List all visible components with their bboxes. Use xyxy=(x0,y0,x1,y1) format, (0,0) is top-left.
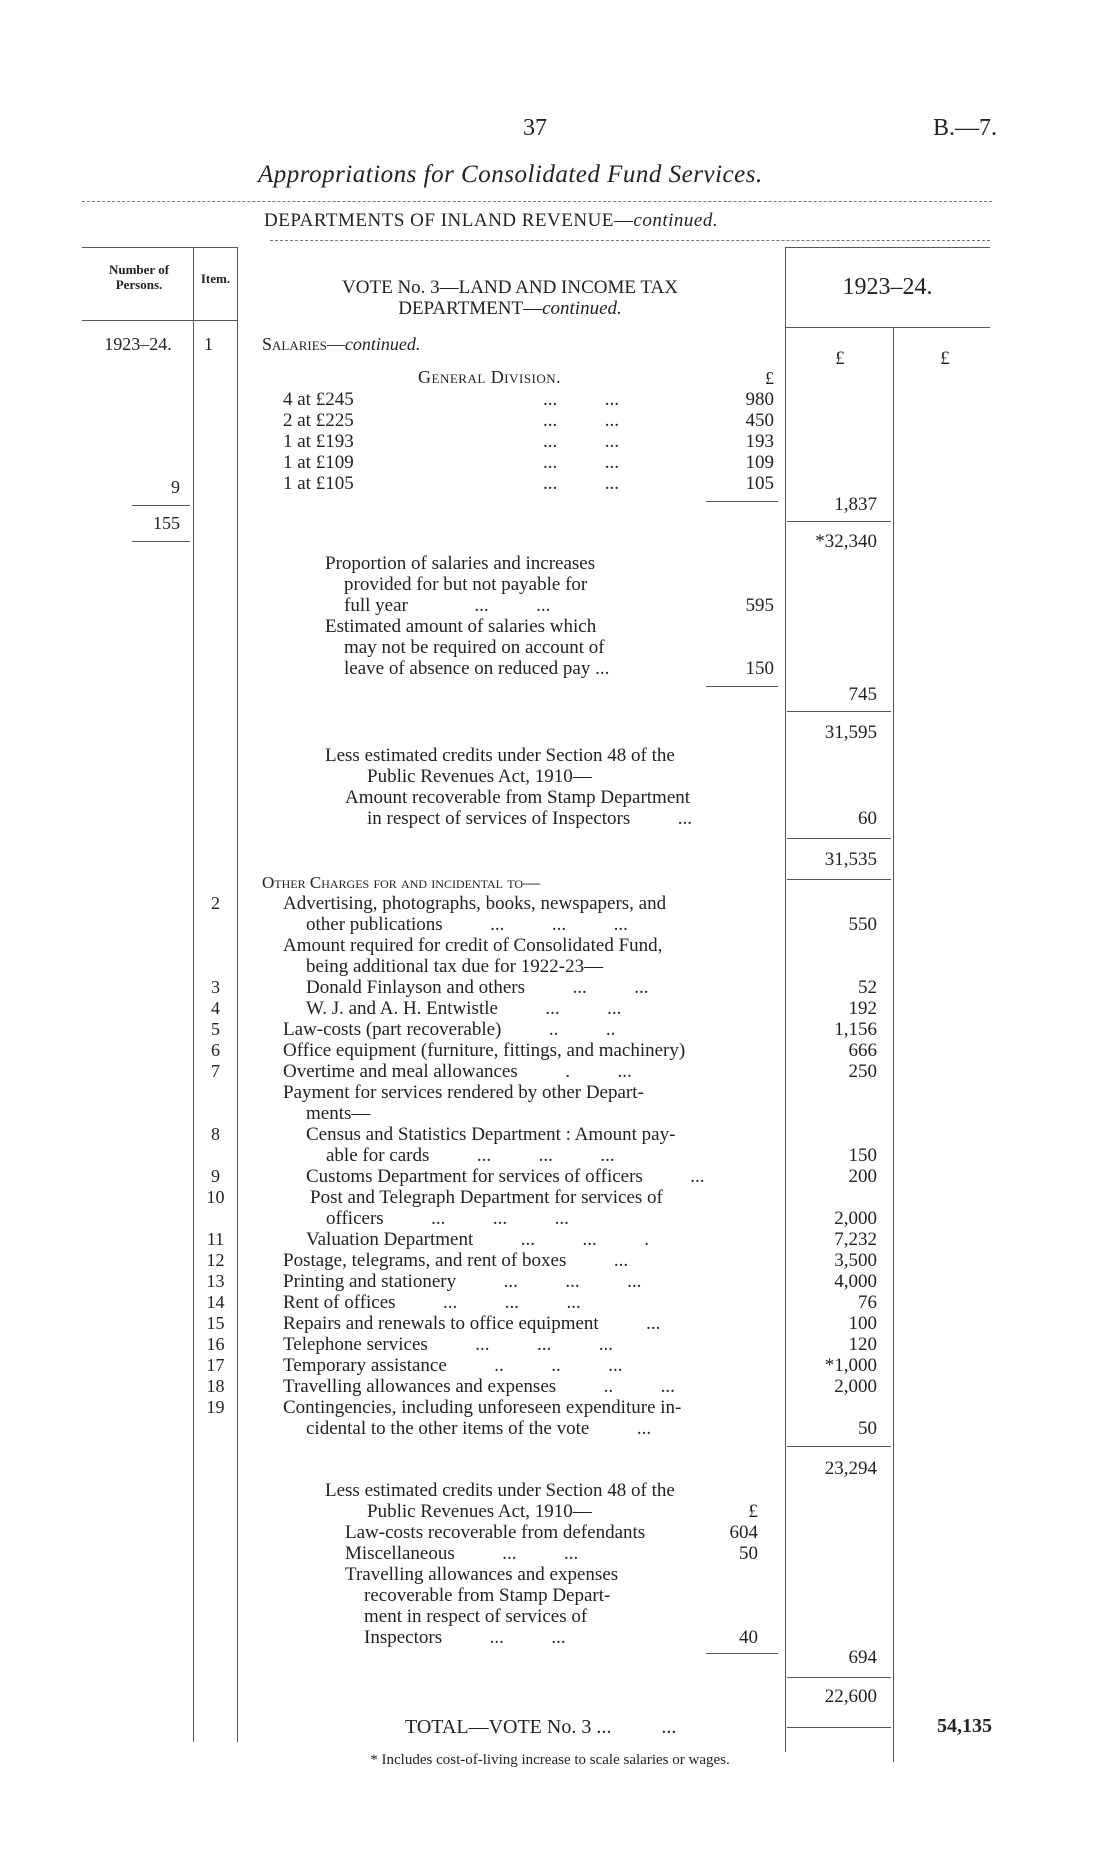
item-number: 7 xyxy=(211,1061,220,1081)
charge-value: 2,000 xyxy=(834,1376,877,1397)
column-rule-amount-b xyxy=(893,327,894,1762)
pound-header-b: £ xyxy=(940,348,950,369)
column-rule-item xyxy=(237,247,238,1742)
persons-total-rule xyxy=(132,541,190,542)
item-number: 12 xyxy=(206,1250,225,1270)
other-credits-total: 694 xyxy=(848,1647,877,1668)
salary-grade-dots: ... ... xyxy=(543,452,619,473)
final-rule-top xyxy=(787,838,891,839)
charge-value: 120 xyxy=(848,1334,877,1355)
department-heading xyxy=(264,210,718,232)
salary-grade-value: 450 xyxy=(745,410,774,431)
charge-line: Valuation Department ... ... . xyxy=(306,1229,650,1250)
credit-item-value: 50 xyxy=(739,1543,758,1564)
salary-grade-value: 109 xyxy=(745,452,774,473)
title-rule xyxy=(82,201,992,202)
item-number: 11 xyxy=(206,1229,225,1249)
charge-line: Printing and stationery ... ... ... xyxy=(283,1271,642,1292)
salary-grade-dots: ... ... xyxy=(543,389,619,410)
other-credits-pound: £ xyxy=(748,1501,758,1522)
salary-grade-dots: ... ... xyxy=(543,410,619,431)
deduction-total: 745 xyxy=(848,684,877,705)
charge-line: cidental to the other items of the vote ... xyxy=(306,1418,652,1439)
charge-line: Travelling allowances and expenses .. ... xyxy=(283,1376,675,1397)
charge-line: Payment for services rendered by other Depart- xyxy=(283,1082,644,1103)
final-rule-bottom xyxy=(787,879,891,880)
salary-grade-dots: ... ... xyxy=(543,431,619,452)
other-charges-subtotal: 23,294 xyxy=(824,1458,877,1479)
footnote: * Includes cost-of-living increase to scale salaries or wages. xyxy=(370,1752,730,1768)
proportion-line: provided for but not payable for xyxy=(344,574,588,595)
credit-item: Travelling allowances and expenses xyxy=(345,1564,619,1585)
charge-line: Postage, telegrams, and rent of boxes ... xyxy=(283,1250,629,1271)
credit-item: Miscellaneous ... ... xyxy=(345,1543,579,1564)
proportion-line: full year ... ... xyxy=(344,595,551,616)
charge-line: Temporary assistance .. .. ... xyxy=(283,1355,623,1376)
other-credits-line: Public Revenues Act, 1910— xyxy=(367,1501,592,1522)
item-number-1: 1 xyxy=(204,334,213,354)
persons-column-header: Number of Persons. xyxy=(108,262,170,292)
item-number: 8 xyxy=(211,1124,220,1144)
charge-line: Telephone services ... ... ... xyxy=(283,1334,614,1355)
charge-value: 200 xyxy=(848,1166,877,1187)
item-number: 17 xyxy=(206,1355,225,1375)
charge-line: Amount required for credit of Consolidated Fund, xyxy=(283,935,663,956)
table-top-rule-right xyxy=(785,247,990,248)
credit-item: Law-costs recoverable from defendants xyxy=(345,1522,646,1543)
header-bottom-rule xyxy=(82,320,237,321)
charge-line: Census and Statistics Department : Amount pay- xyxy=(306,1124,676,1145)
salaries-sum-rule xyxy=(787,521,891,522)
credits-line: Less estimated credits under Section 48 of the xyxy=(325,745,675,766)
charge-line: able for cards ... ... ... xyxy=(326,1145,615,1166)
salary-grade-label: 1 at £109 xyxy=(283,452,354,473)
credits-line: in respect of services of Inspectors ... xyxy=(367,808,693,829)
other-charges-sum-rule xyxy=(787,1446,891,1447)
charge-value: 2,000 xyxy=(834,1208,877,1229)
item-number: 14 xyxy=(206,1292,225,1312)
table-top-rule xyxy=(82,247,237,248)
estimated-line: may not be required on account of xyxy=(344,637,605,658)
estimated-line: leave of absence on reduced pay ... xyxy=(344,658,610,679)
item-number: 19 xyxy=(206,1397,225,1417)
persons-general-count: 9 xyxy=(171,477,180,497)
charge-value: 666 xyxy=(848,1040,877,1061)
document-ref: B.—7. xyxy=(933,115,998,141)
charge-line: Post and Telegraph Department for services of xyxy=(310,1187,663,1208)
proportion-value: 595 xyxy=(745,595,774,616)
salaries-net: 31,595 xyxy=(824,722,877,743)
charge-line: Repairs and renewals to office equipment ... xyxy=(283,1313,661,1334)
charge-value: 150 xyxy=(848,1145,877,1166)
total-vote-label: TOTAL—VOTE No. 3 ... ... xyxy=(405,1716,677,1738)
salary-grade-label: 2 at £225 xyxy=(283,410,354,431)
item-number: 18 xyxy=(206,1376,225,1396)
item-number: 2 xyxy=(211,893,220,913)
charge-line: Contingencies, including unforeseen expenditure in- xyxy=(283,1397,682,1418)
page-number: 37 xyxy=(523,115,547,141)
other-net-rule-top xyxy=(787,1677,891,1678)
charge-line: other publications ... ... ... xyxy=(306,914,628,935)
page-title: Appropriations for Consolidated Fund Services. xyxy=(258,161,763,188)
deduction-sum-rule xyxy=(706,686,778,687)
department-continued: continued. xyxy=(633,210,719,231)
salary-grade-row xyxy=(283,431,619,452)
vote-heading-line2 xyxy=(260,298,760,320)
other-credits-line: Less estimated credits under Section 48 of the xyxy=(325,1480,675,1501)
salaries-total: *32,340 xyxy=(815,531,877,552)
charge-line: ments— xyxy=(306,1103,371,1124)
item-number: 15 xyxy=(206,1313,225,1333)
credits-value: 60 xyxy=(858,808,877,829)
credit-item: ment in respect of services of xyxy=(364,1606,588,1627)
estimated-value: 150 xyxy=(745,658,774,679)
salary-grade-dots: ... ... xyxy=(543,473,619,494)
item-number: 4 xyxy=(211,998,220,1018)
salary-grade-value: 193 xyxy=(745,431,774,452)
item-number: 3 xyxy=(211,977,220,997)
item-number: 9 xyxy=(211,1166,220,1186)
charge-line: officers ... ... ... xyxy=(326,1208,569,1229)
vote-department: DEPARTMENT— xyxy=(398,298,543,319)
charge-line: being additional tax due for 1922-23— xyxy=(306,956,604,977)
proportion-line: Proportion of salaries and increases xyxy=(325,553,596,574)
vote-continued: continued. xyxy=(542,298,622,319)
charge-value: 1,156 xyxy=(834,1019,877,1040)
item-number: 10 xyxy=(206,1187,225,1207)
charge-value: 550 xyxy=(848,914,877,935)
salary-grade-row xyxy=(283,473,619,494)
salaries-continued: continued. xyxy=(344,334,421,354)
charge-line: Rent of offices ... ... ... xyxy=(283,1292,581,1313)
estimated-line: Estimated amount of salaries which xyxy=(325,616,597,637)
vote-heading-line1: VOTE No. 3—LAND AND INCOME TAX xyxy=(342,277,678,298)
net-rule xyxy=(787,711,891,712)
charge-line: Law-costs (part recoverable) .. .. xyxy=(283,1019,616,1040)
charge-value: 250 xyxy=(848,1061,877,1082)
division-sum-rule xyxy=(706,501,778,502)
item-number: 13 xyxy=(206,1271,225,1291)
charge-value: 4,000 xyxy=(834,1271,877,1292)
charge-line: W. J. and A. H. Entwistle ... ... xyxy=(306,998,622,1019)
salaries-label: Salaries— xyxy=(262,334,345,354)
credits-line: Public Revenues Act, 1910— xyxy=(367,766,592,787)
credit-item: recoverable from Stamp Depart- xyxy=(364,1585,611,1606)
credit-item-value: 40 xyxy=(739,1627,758,1648)
credit-item: Inspectors ... ... xyxy=(364,1627,566,1648)
charge-value: *1,000 xyxy=(824,1355,877,1376)
persons-count-rule xyxy=(132,505,190,506)
other-credits-sum-rule xyxy=(706,1653,778,1654)
item-number: 5 xyxy=(211,1019,220,1039)
credit-item-value: 604 xyxy=(729,1522,758,1543)
other-charges-net: 22,600 xyxy=(824,1686,877,1707)
department-rule xyxy=(270,240,990,241)
charge-line: Overtime and meal allowances . ... xyxy=(283,1061,632,1082)
salaries-heading xyxy=(262,334,420,355)
pound-header-a: £ xyxy=(835,348,845,369)
persons-year: 1923–24. xyxy=(104,334,172,354)
persons-total: 155 xyxy=(153,513,180,533)
salary-grade-label: 1 at £105 xyxy=(283,473,354,494)
charge-value: 100 xyxy=(848,1313,877,1334)
salary-grade-row xyxy=(283,452,619,473)
charge-line: Donald Finlayson and others ... ... xyxy=(306,977,649,998)
department-name: DEPARTMENTS OF INLAND REVENUE— xyxy=(264,210,634,231)
year-rule xyxy=(785,327,990,328)
column-rule-amount-a xyxy=(785,247,786,1752)
item-number: 6 xyxy=(211,1040,220,1060)
salary-grade-row xyxy=(283,410,619,431)
item-column-header: Item. xyxy=(200,271,231,286)
division-total: 1,837 xyxy=(834,494,877,515)
total-vote-value: 54,135 xyxy=(937,1715,992,1737)
charge-value: 7,232 xyxy=(834,1229,877,1250)
charge-value: 3,500 xyxy=(834,1250,877,1271)
charge-line: Advertising, photographs, books, newspapers, and xyxy=(283,893,667,914)
charge-line: Office equipment (furniture, fittings, and machinery) xyxy=(283,1040,686,1061)
salary-grade-row xyxy=(283,389,619,410)
salaries-final: 31,535 xyxy=(824,849,877,870)
general-division-heading: General Division. xyxy=(418,367,562,387)
salary-grade-value: 105 xyxy=(745,473,774,494)
charge-value: 76 xyxy=(858,1292,877,1313)
salary-grade-label: 1 at £193 xyxy=(283,431,354,452)
year-column-header: 1923–24. xyxy=(842,274,933,300)
credits-line: Amount recoverable from Stamp Department xyxy=(345,787,691,808)
charge-value: 192 xyxy=(848,998,877,1019)
charge-line: Customs Department for services of officers ... xyxy=(306,1166,705,1187)
item-number: 16 xyxy=(206,1334,225,1354)
charge-value: 50 xyxy=(858,1418,877,1439)
total-rule xyxy=(787,1727,891,1728)
salaries-pound: £ xyxy=(765,368,774,388)
other-charges-heading: Other Charges for and incidental to— xyxy=(262,873,541,892)
salary-grade-value: 980 xyxy=(745,389,774,410)
salary-grade-label: 4 at £245 xyxy=(283,389,354,410)
charge-value: 52 xyxy=(858,977,877,998)
